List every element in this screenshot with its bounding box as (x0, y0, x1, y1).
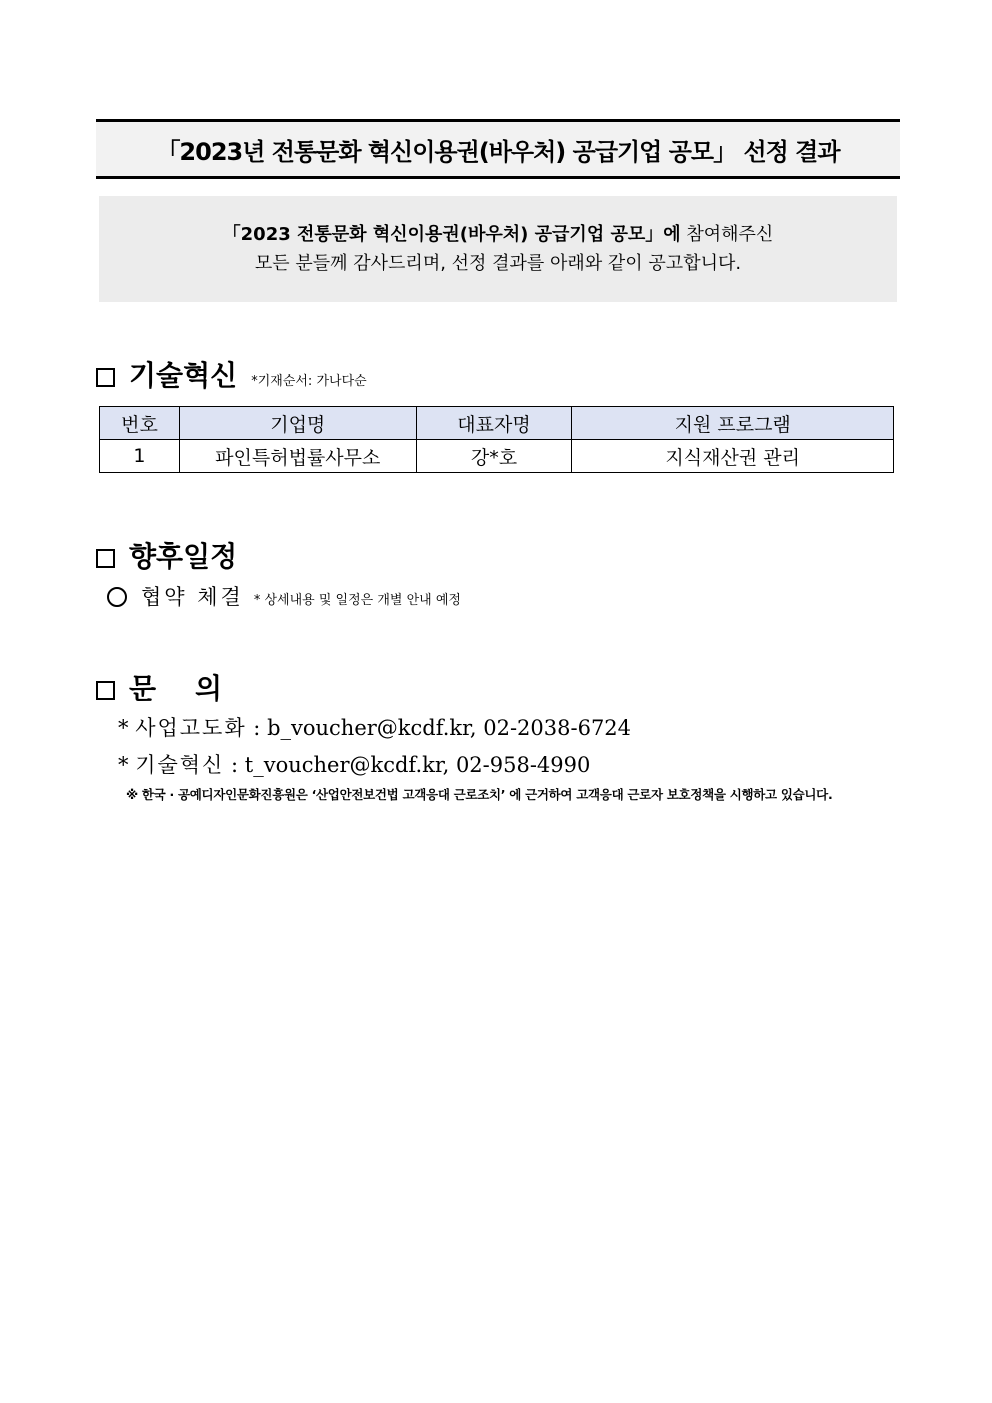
section-tech-heading (96, 354, 367, 394)
section-schedule-label: 향후일정 (129, 540, 238, 573)
contact-separator: : (246, 716, 268, 740)
section-contact-heading (96, 667, 222, 707)
selection-table (99, 406, 894, 473)
section-tech-label: 기술혁신 (129, 359, 238, 392)
table-row (100, 440, 894, 473)
contact-value[interactable]: t_voucher@kcdf.kr, 02-958-4990 (244, 753, 591, 777)
checkbox-icon (96, 681, 115, 700)
table-header-row (100, 407, 894, 440)
intro-box (99, 196, 897, 302)
title-band (96, 119, 900, 179)
contact-line-2 (118, 749, 590, 779)
circle-bullet-icon (107, 587, 127, 607)
page-title: 「2023년 전통문화 혁신이용권(바우처) 공급기업 공모」 선정 결과 (156, 137, 840, 166)
cell-program: 지식재산권 관리 (572, 440, 894, 473)
checkbox-icon (96, 368, 115, 387)
contact-line-1 (118, 712, 631, 742)
col-header-number: 번호 (100, 407, 180, 440)
cell-company: 파인특허법률사무소 (179, 440, 416, 473)
contact-name: 기술혁신 (135, 753, 225, 777)
contact-prefix: * (118, 753, 136, 777)
col-header-program: 지원 프로그램 (572, 407, 894, 440)
section-schedule-heading (96, 535, 237, 575)
intro-line-1 (223, 220, 774, 249)
intro-line-1-rest: 참여해주신 (680, 224, 774, 245)
section-tech-note: *기재순서: 가나다순 (251, 374, 367, 389)
col-header-ceo: 대표자명 (416, 407, 572, 440)
contact-prefix: * (118, 716, 136, 740)
contact-separator: : (224, 753, 245, 777)
section-contact-label: 문 의 (129, 672, 223, 705)
contact-name: 사업고도화 (135, 716, 247, 740)
cell-ceo: 강*호 (416, 440, 572, 473)
contact-value[interactable]: b_voucher@kcdf.kr, 02-2038-6724 (267, 716, 632, 740)
schedule-item-note: * 상세내용 및 일정은 개별 안내 예정 (253, 593, 461, 608)
cell-number: 1 (100, 440, 180, 473)
checkbox-icon (96, 549, 115, 568)
intro-line-2: 모든 분들께 감사드리며, 선정 결과를 아래와 같이 공고합니다. (254, 253, 742, 274)
schedule-item (107, 581, 461, 611)
intro-line-1-bold: 「2023 전통문화 혁신이용권(바우처) 공급기업 공모」에 (222, 224, 681, 245)
col-header-company: 기업명 (179, 407, 416, 440)
footnote: ※ 한국 · 공예디자인문화진흥원은 ‘산업안전보건법 고객응대 근로조치’ 에 근거하여 고객응대 근로자 보호정책을 시행하고 있습니다. (126, 787, 833, 802)
schedule-item-text: 협약 체결 (141, 585, 244, 609)
